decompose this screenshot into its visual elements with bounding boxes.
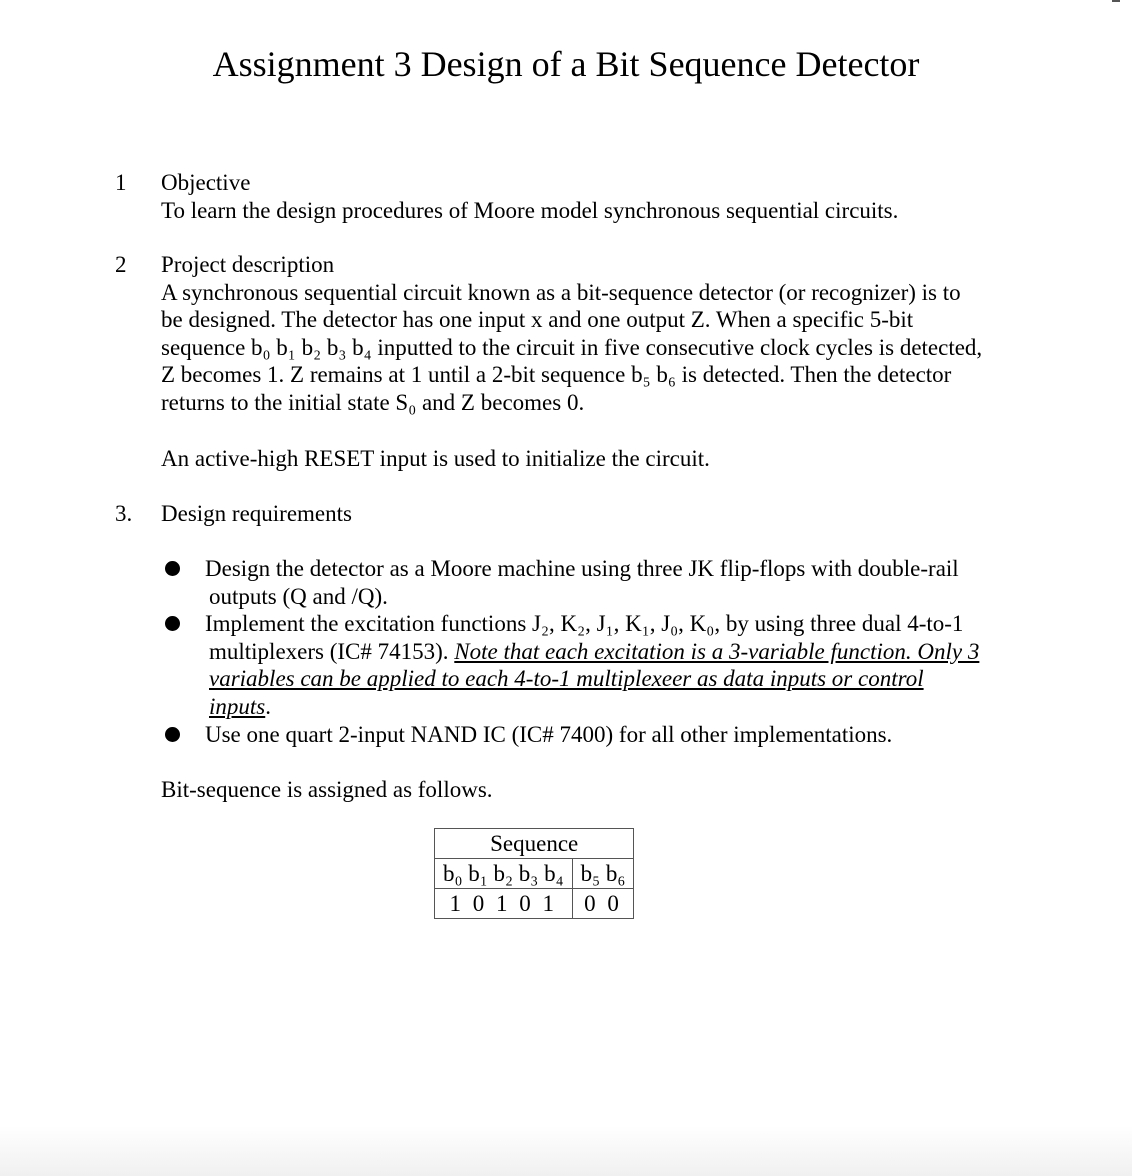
project-heading: Project description <box>161 252 335 277</box>
assignment-text: Bit-sequence is assigned as follows. <box>161 777 493 802</box>
project-line: returns to the initial state S₀ and Z becomes 0. <box>161 389 585 415</box>
note-text: variables can be applied to each 4-to-1 multiplexeer as data inputs or control <box>209 666 924 692</box>
bullet-line <box>205 665 1035 693</box>
bullet-line <box>205 638 1035 666</box>
table-cell-value: 1 0 1 0 1 <box>435 889 573 919</box>
requirement-bullet-1 <box>205 555 1035 610</box>
bullet-line: Design the detector as a Moore machine using three JK flip-flops with double-rail <box>205 556 959 581</box>
bullet-plain-text: multiplexers (IC# 74153). <box>209 638 455 664</box>
requirements-heading: Design requirements <box>161 501 352 526</box>
note-text: inputs <box>209 693 266 719</box>
bullet-dot <box>165 561 180 576</box>
bullet-line: Use one quart 2-input NAND IC (IC# 7400) for all other implementations. <box>205 722 893 747</box>
bullet-line <box>205 693 1035 721</box>
table-row <box>435 889 634 919</box>
page-edge-mark <box>1112 0 1120 2</box>
table-cell-label: b₀ b₁ b₂ b₃ b₄ <box>435 859 573 889</box>
project-line: sequence b₀ b₁ b₂ b₃ b₄ inputted to the circuit in five consecutive clock cycles is detected, <box>161 334 983 360</box>
requirement-bullet-2 <box>205 610 1035 720</box>
section-number-1: 1 <box>115 170 127 195</box>
requirement-bullet-3 <box>205 721 1035 749</box>
objective-text: To learn the design procedures of Moore model synchronous sequential circuits. <box>161 197 899 223</box>
objective-heading: Objective <box>161 170 251 195</box>
bullet-line: Implement the excitation functions J₂, K₂, J₁, K₁, J₀, K₀, by using three dual 4-to-1 <box>205 611 964 636</box>
bullet-period: . <box>265 693 271 719</box>
project-line: A synchronous sequential circuit known as a bit-sequence detector (or recognizer) is to <box>161 279 961 305</box>
table-header: Sequence <box>435 829 634 859</box>
note-text: Note that each excitation is a 3-variable function. Only 3 <box>454 638 980 664</box>
section-project-description <box>161 251 1031 417</box>
table-row <box>435 859 634 889</box>
document-title: Assignment 3 Design of a Bit Sequence Detector <box>212 44 920 84</box>
table-row <box>435 829 634 859</box>
sequence-table <box>434 828 634 919</box>
page-bottom-shadow <box>0 1126 1132 1176</box>
section-objective <box>161 169 1031 224</box>
bullet-dot <box>165 727 180 742</box>
section-number-2: 2 <box>115 252 127 277</box>
bullet-dot <box>165 616 180 631</box>
project-line: be designed. The detector has one input x and one output Z. When a specific 5-bit <box>161 307 914 333</box>
bullet-line: outputs (Q and /Q). <box>209 583 388 609</box>
project-line: Z becomes 1. Z remains at 1 until a 2-bit sequence b₅ b₆ is detected. Then the detector <box>161 362 952 388</box>
table-cell-value: 0 0 <box>572 889 634 919</box>
reset-paragraph: An active-high RESET input is used to initialize the circuit. <box>161 446 710 471</box>
section-number-3: 3. <box>115 501 133 526</box>
table-cell-label: b₅ b₆ <box>572 859 634 889</box>
